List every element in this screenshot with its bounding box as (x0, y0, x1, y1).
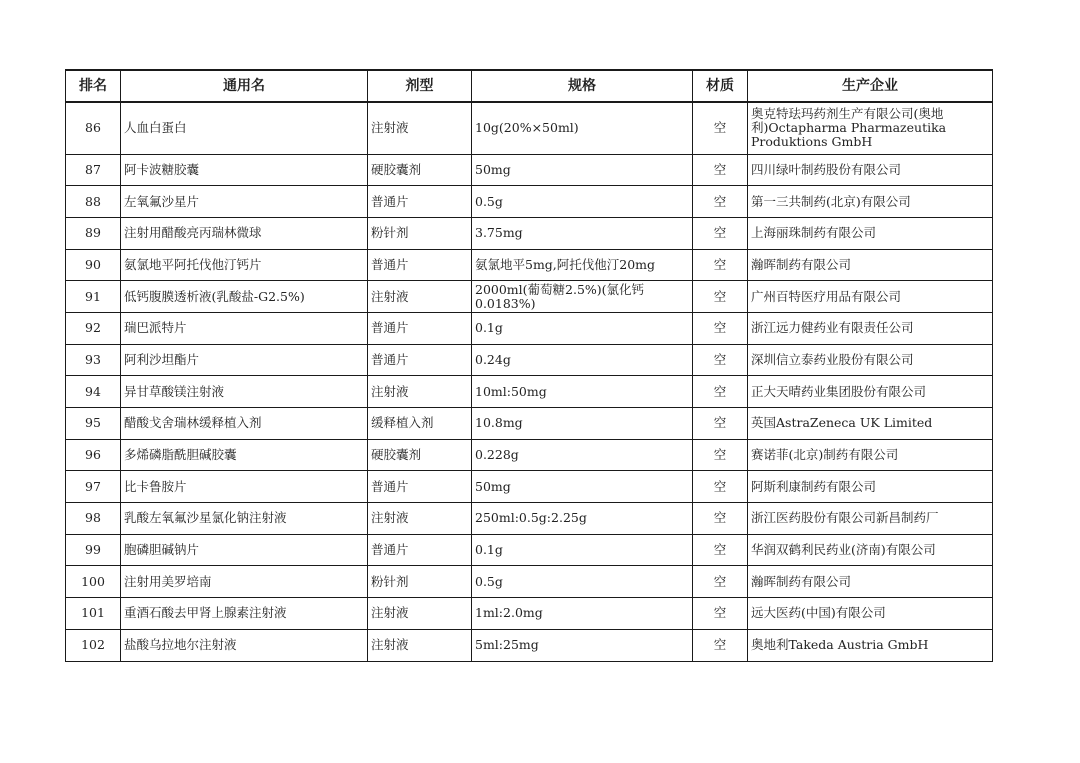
cell-specification: 0.5g (472, 186, 693, 218)
cell-specification: 250ml:0.5g:2.25g (472, 503, 693, 535)
cell-specification: 0.5g (472, 566, 693, 598)
cell-material: 空 (693, 281, 748, 313)
cell-material: 空 (693, 376, 748, 408)
cell-dosage-form: 普通片 (368, 471, 472, 503)
cell-manufacturer: 英国AstraZeneca UK Limited (748, 408, 993, 440)
cell-generic-name: 瑞巴派特片 (121, 312, 368, 344)
cell-specification: 10g(20%×50ml) (472, 102, 693, 154)
cell-rank: 101 (66, 598, 121, 630)
table-row (66, 534, 993, 566)
cell-material: 空 (693, 408, 748, 440)
cell-manufacturer: 奥克特珐玛药剂生产有限公司(奥地利)Octapharma Pharmazeutika Produktions GmbH (748, 102, 993, 154)
cell-generic-name: 注射用醋酸亮丙瑞林微球 (121, 217, 368, 249)
table-row (66, 376, 993, 408)
cell-manufacturer: 阿斯利康制药有限公司 (748, 471, 993, 503)
cell-generic-name: 醋酸戈舍瑞林缓释植入剂 (121, 408, 368, 440)
header-manufacturer: 生产企业 (748, 70, 993, 102)
cell-rank: 102 (66, 629, 121, 661)
header-generic-name: 通用名 (121, 70, 368, 102)
table-row (66, 566, 993, 598)
cell-rank: 86 (66, 102, 121, 154)
cell-generic-name: 氨氯地平阿托伐他汀钙片 (121, 249, 368, 281)
cell-rank: 92 (66, 312, 121, 344)
header-dosage-form: 剂型 (368, 70, 472, 102)
cell-material: 空 (693, 154, 748, 186)
cell-manufacturer: 浙江医药股份有限公司新昌制药厂 (748, 503, 993, 535)
cell-rank: 97 (66, 471, 121, 503)
table-row (66, 598, 993, 630)
cell-specification: 0.1g (472, 534, 693, 566)
table-row (66, 439, 993, 471)
cell-dosage-form: 普通片 (368, 312, 472, 344)
cell-material: 空 (693, 629, 748, 661)
cell-material: 空 (693, 249, 748, 281)
table-row (66, 281, 993, 313)
cell-rank: 96 (66, 439, 121, 471)
table-row (66, 102, 993, 154)
cell-rank: 88 (66, 186, 121, 218)
cell-material: 空 (693, 312, 748, 344)
cell-dosage-form: 普通片 (368, 249, 472, 281)
cell-material: 空 (693, 186, 748, 218)
cell-dosage-form: 注射液 (368, 102, 472, 154)
cell-manufacturer: 华润双鹤利民药业(济南)有限公司 (748, 534, 993, 566)
cell-generic-name: 阿卡波糖胶囊 (121, 154, 368, 186)
table-header-row (66, 70, 993, 102)
cell-generic-name: 阿利沙坦酯片 (121, 344, 368, 376)
cell-rank: 91 (66, 281, 121, 313)
cell-dosage-form: 粉针剂 (368, 566, 472, 598)
table-row (66, 344, 993, 376)
cell-generic-name: 注射用美罗培南 (121, 566, 368, 598)
cell-manufacturer: 瀚晖制药有限公司 (748, 249, 993, 281)
table-row (66, 629, 993, 661)
cell-dosage-form: 普通片 (368, 186, 472, 218)
header-material: 材质 (693, 70, 748, 102)
table-row (66, 154, 993, 186)
cell-dosage-form: 硬胶囊剂 (368, 154, 472, 186)
cell-dosage-form: 注射液 (368, 503, 472, 535)
cell-manufacturer: 上海丽珠制药有限公司 (748, 217, 993, 249)
cell-rank: 90 (66, 249, 121, 281)
cell-generic-name: 左氧氟沙星片 (121, 186, 368, 218)
cell-specification: 氨氯地平5mg,阿托伐他汀20mg (472, 249, 693, 281)
table-row (66, 471, 993, 503)
cell-manufacturer: 第一三共制药(北京)有限公司 (748, 186, 993, 218)
cell-specification: 10ml:50mg (472, 376, 693, 408)
cell-rank: 93 (66, 344, 121, 376)
cell-dosage-form: 注射液 (368, 598, 472, 630)
cell-dosage-form: 普通片 (368, 534, 472, 566)
cell-material: 空 (693, 534, 748, 566)
cell-specification: 10.8mg (472, 408, 693, 440)
cell-specification: 0.228g (472, 439, 693, 471)
cell-generic-name: 盐酸乌拉地尔注射液 (121, 629, 368, 661)
cell-rank: 99 (66, 534, 121, 566)
cell-manufacturer: 广州百特医疗用品有限公司 (748, 281, 993, 313)
document-page (65, 69, 992, 662)
cell-material: 空 (693, 598, 748, 630)
header-specification: 规格 (472, 70, 693, 102)
cell-manufacturer: 奥地利Takeda Austria GmbH (748, 629, 993, 661)
table-row (66, 186, 993, 218)
cell-rank: 89 (66, 217, 121, 249)
cell-dosage-form: 注射液 (368, 281, 472, 313)
cell-generic-name: 人血白蛋白 (121, 102, 368, 154)
cell-manufacturer: 赛诺菲(北京)制药有限公司 (748, 439, 993, 471)
cell-material: 空 (693, 344, 748, 376)
cell-specification: 1ml:2.0mg (472, 598, 693, 630)
cell-rank: 100 (66, 566, 121, 598)
cell-dosage-form: 注射液 (368, 376, 472, 408)
cell-rank: 87 (66, 154, 121, 186)
cell-specification: 50mg (472, 471, 693, 503)
cell-rank: 94 (66, 376, 121, 408)
cell-manufacturer: 瀚晖制药有限公司 (748, 566, 993, 598)
cell-manufacturer: 深圳信立泰药业股份有限公司 (748, 344, 993, 376)
table-row (66, 217, 993, 249)
cell-specification: 5ml:25mg (472, 629, 693, 661)
header-rank: 排名 (66, 70, 121, 102)
cell-dosage-form: 缓释植入剂 (368, 408, 472, 440)
table-row (66, 249, 993, 281)
cell-manufacturer: 浙江远力健药业有限责任公司 (748, 312, 993, 344)
cell-material: 空 (693, 566, 748, 598)
cell-dosage-form: 硬胶囊剂 (368, 439, 472, 471)
cell-manufacturer: 远大医药(中国)有限公司 (748, 598, 993, 630)
cell-generic-name: 异甘草酸镁注射液 (121, 376, 368, 408)
cell-manufacturer: 正大天晴药业集团股份有限公司 (748, 376, 993, 408)
cell-rank: 98 (66, 503, 121, 535)
cell-rank: 95 (66, 408, 121, 440)
cell-material: 空 (693, 217, 748, 249)
cell-specification: 0.24g (472, 344, 693, 376)
cell-generic-name: 多烯磷脂酰胆碱胶囊 (121, 439, 368, 471)
cell-specification: 50mg (472, 154, 693, 186)
drug-ranking-table (65, 69, 993, 662)
table-row (66, 503, 993, 535)
cell-manufacturer: 四川绿叶制药股份有限公司 (748, 154, 993, 186)
cell-dosage-form: 粉针剂 (368, 217, 472, 249)
table-row (66, 408, 993, 440)
cell-generic-name: 重酒石酸去甲肾上腺素注射液 (121, 598, 368, 630)
cell-dosage-form: 注射液 (368, 629, 472, 661)
cell-generic-name: 低钙腹膜透析液(乳酸盐-G2.5%) (121, 281, 368, 313)
cell-specification: 3.75mg (472, 217, 693, 249)
cell-material: 空 (693, 471, 748, 503)
cell-generic-name: 胞磷胆碱钠片 (121, 534, 368, 566)
cell-material: 空 (693, 102, 748, 154)
cell-material: 空 (693, 439, 748, 471)
cell-material: 空 (693, 503, 748, 535)
cell-generic-name: 比卡鲁胺片 (121, 471, 368, 503)
table-row (66, 312, 993, 344)
cell-specification: 0.1g (472, 312, 693, 344)
cell-generic-name: 乳酸左氧氟沙星氯化钠注射液 (121, 503, 368, 535)
cell-specification: 2000ml(葡萄糖2.5%)(氯化钙0.0183%) (472, 281, 693, 313)
cell-dosage-form: 普通片 (368, 344, 472, 376)
